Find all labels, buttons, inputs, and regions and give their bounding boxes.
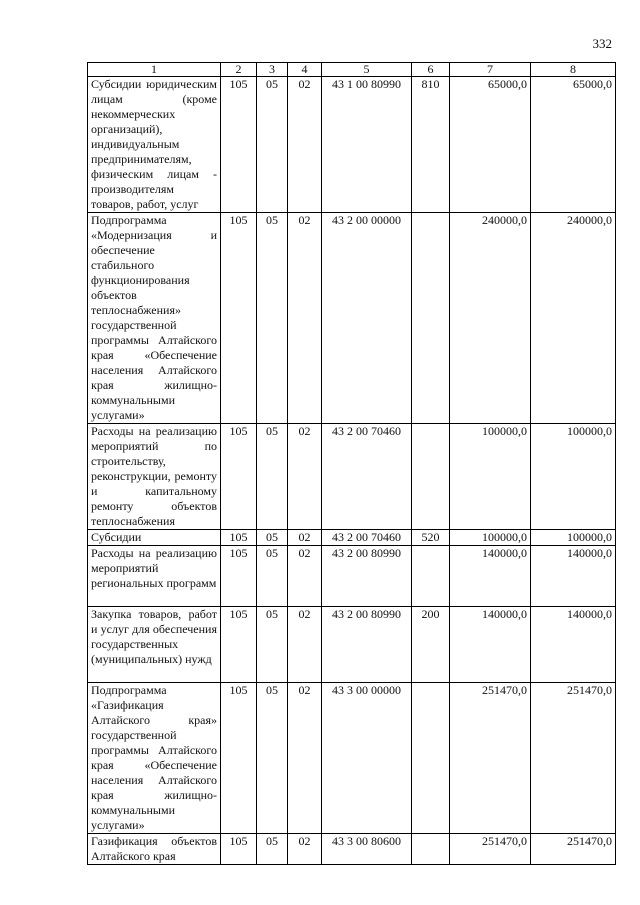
cell-target-article: 43 1 00 80990 [322, 77, 412, 213]
row-name: Закупка товаров, работ и услуг для обеспечения государственных (муниципальных) нужд [88, 607, 221, 683]
row-name: Расходы на реализацию мероприятий по строительству, реконструкции, ремонту и капитальному ремонту объектов теплоснабжения [88, 424, 221, 530]
cell-expense-type [412, 834, 450, 865]
budget-table [87, 62, 616, 865]
cell-section: 05 [257, 77, 288, 213]
row-name: Подпрограмма «Модернизация и обеспечение стабильного функционирования объектов теплоснабжения» государственной программы Алтайского края «Обеспечение населения Алтайского края жилищно-коммунальными услугами» [88, 213, 221, 424]
cell-ministry: 105 [221, 424, 257, 530]
cell-section: 05 [257, 607, 288, 683]
cell-target-article: 43 2 00 80990 [322, 546, 412, 607]
column-header: 2 [221, 63, 257, 77]
cell-amount-2: 251470,0 [531, 834, 616, 865]
cell-ministry: 105 [221, 213, 257, 424]
column-header: 8 [531, 63, 616, 77]
cell-amount-2: 140000,0 [531, 607, 616, 683]
row-name: Газификация объектов Алтайского края [88, 834, 221, 865]
row-name: Субсидии [88, 530, 221, 546]
column-header: 6 [412, 63, 450, 77]
cell-amount-2: 251470,0 [531, 683, 616, 834]
cell-ministry: 105 [221, 834, 257, 865]
cell-subsection: 02 [288, 546, 322, 607]
table-row [88, 424, 616, 530]
page-number: 332 [592, 36, 612, 51]
cell-expense-type: 810 [412, 77, 450, 213]
column-header: 4 [288, 63, 322, 77]
cell-ministry: 105 [221, 77, 257, 213]
cell-amount-2: 240000,0 [531, 213, 616, 424]
table-row [88, 546, 616, 607]
row-name: Подпрограмма «Газификация Алтайского края» государственной программы Алтайского края «Обеспечение населения Алтайского края жилищно-коммунальными услугами» [88, 683, 221, 834]
cell-section: 05 [257, 213, 288, 424]
table-row [88, 213, 616, 424]
cell-amount-1: 100000,0 [450, 530, 531, 546]
cell-section: 05 [257, 834, 288, 865]
cell-amount-1: 140000,0 [450, 546, 531, 607]
table-row [88, 530, 616, 546]
cell-subsection: 02 [288, 424, 322, 530]
cell-amount-2: 140000,0 [531, 546, 616, 607]
table-row [88, 683, 616, 834]
cell-expense-type [412, 424, 450, 530]
cell-subsection: 02 [288, 834, 322, 865]
cell-ministry: 105 [221, 530, 257, 546]
cell-subsection: 02 [288, 213, 322, 424]
column-header: 3 [257, 63, 288, 77]
cell-amount-2: 100000,0 [531, 530, 616, 546]
cell-section: 05 [257, 424, 288, 530]
cell-target-article: 43 3 00 80600 [322, 834, 412, 865]
cell-amount-2: 65000,0 [531, 77, 616, 213]
table-row [88, 834, 616, 865]
cell-amount-1: 240000,0 [450, 213, 531, 424]
row-name: Расходы на реализацию мероприятий региональных программ [88, 546, 221, 607]
cell-subsection: 02 [288, 530, 322, 546]
cell-target-article: 43 2 00 70460 [322, 530, 412, 546]
cell-expense-type [412, 213, 450, 424]
cell-target-article: 43 2 00 70460 [322, 424, 412, 530]
table-row [88, 77, 616, 213]
cell-subsection: 02 [288, 77, 322, 213]
cell-expense-type: 200 [412, 607, 450, 683]
column-header: 5 [322, 63, 412, 77]
column-header: 1 [88, 63, 221, 77]
cell-target-article: 43 2 00 80990 [322, 607, 412, 683]
cell-expense-type [412, 546, 450, 607]
cell-ministry: 105 [221, 546, 257, 607]
cell-amount-1: 251470,0 [450, 834, 531, 865]
header-row [88, 63, 616, 77]
column-header: 7 [450, 63, 531, 77]
cell-amount-1: 65000,0 [450, 77, 531, 213]
row-name: Субсидии юридическим лицам (кроме некоммерческих организаций), индивидуальным предпринимателям, физическим лицам - производителям товаров, работ, услуг [88, 77, 221, 213]
table-row [88, 607, 616, 683]
cell-ministry: 105 [221, 607, 257, 683]
cell-expense-type: 520 [412, 530, 450, 546]
cell-section: 05 [257, 546, 288, 607]
cell-expense-type [412, 683, 450, 834]
cell-amount-1: 100000,0 [450, 424, 531, 530]
cell-amount-1: 140000,0 [450, 607, 531, 683]
cell-ministry: 105 [221, 683, 257, 834]
cell-subsection: 02 [288, 607, 322, 683]
cell-section: 05 [257, 683, 288, 834]
cell-section: 05 [257, 530, 288, 546]
cell-amount-1: 251470,0 [450, 683, 531, 834]
cell-target-article: 43 2 00 00000 [322, 213, 412, 424]
cell-target-article: 43 3 00 00000 [322, 683, 412, 834]
cell-amount-2: 100000,0 [531, 424, 616, 530]
cell-subsection: 02 [288, 683, 322, 834]
